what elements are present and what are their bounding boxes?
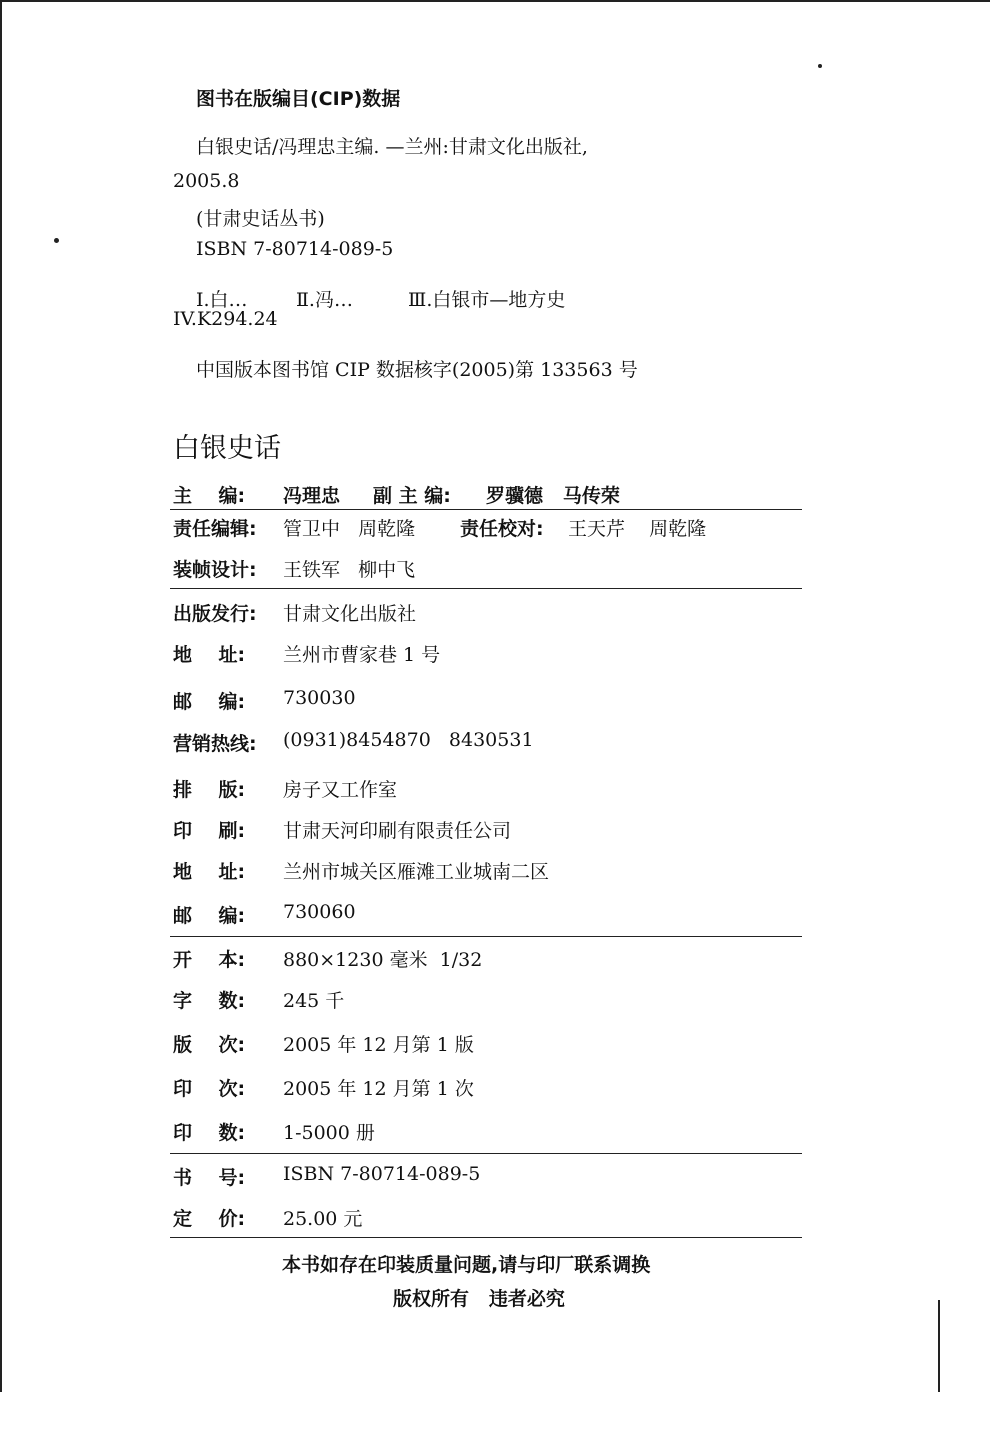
print-run-label: 印 数: (173, 1122, 246, 1144)
printer-address-value: 兰州市城关区雁滩工业城南二区 (283, 861, 550, 883)
publisher-zip-value: 730030 (283, 687, 356, 709)
cip-isbn: ISBN 7-80714-089-5 (196, 238, 394, 260)
scan-right-edge (938, 1300, 940, 1392)
scan-speck (54, 238, 59, 243)
cip-index-3: Ⅲ.白银市—地方史 (408, 289, 566, 311)
price-value: 25.00 元 (283, 1208, 363, 1230)
deputy-editor-label: 副 主 编: (373, 485, 451, 507)
word-count-value: 245 千 (283, 990, 345, 1012)
hotline-value: (0931)8454870 8430531 (283, 729, 534, 751)
cip-index-4: IV.K294.24 (173, 308, 278, 330)
chief-editor-value: 冯理忠 (283, 485, 341, 507)
price-label: 定 价: (173, 1208, 246, 1230)
impression-value: 2005 年 12 月第 1 次 (283, 1078, 474, 1100)
responsible-editor-label: 责任编辑: (173, 518, 257, 540)
cip-heading: 图书在版编目(CIP)数据 (196, 88, 401, 110)
divider (170, 936, 802, 937)
hotline-label: 营销热线: (173, 733, 257, 755)
publisher-value: 甘肃文化出版社 (283, 603, 417, 625)
divider (170, 588, 802, 589)
book-title: 白银史话 (173, 433, 281, 464)
word-count-label: 字 数: (173, 990, 246, 1012)
print-run-value: 1-5000 册 (283, 1122, 375, 1144)
publisher-label: 出版发行: (173, 603, 257, 625)
responsible-editor-value: 管卫中 周乾隆 (283, 518, 416, 540)
deputy-editor-value: 罗骥德 马传荣 (486, 485, 620, 507)
printer-label: 印 刷: (173, 820, 246, 842)
proofreader-label: 责任校对: (460, 518, 544, 540)
cip-index-2: Ⅱ.冯… (296, 289, 353, 311)
chief-editor-label: 主 编: (173, 485, 246, 507)
printer-value: 甘肃天河印刷有限责任公司 (283, 820, 512, 842)
impression-label: 印 次: (173, 1078, 246, 1100)
cip-line1: 白银史话/冯理忠主编. —兰州:甘肃文化出版社, (196, 136, 588, 158)
printer-address-label: 地 址: (173, 861, 246, 883)
printer-zip-value: 730060 (283, 901, 356, 923)
copyright-notice: 版权所有 违者必究 (393, 1288, 565, 1310)
format-label: 开 本: (173, 949, 246, 971)
edition-label: 版 次: (173, 1034, 246, 1056)
design-value: 王铁军 柳中飞 (283, 559, 416, 581)
publisher-address-label: 地 址: (173, 644, 246, 666)
design-label: 装帧设计: (173, 559, 257, 581)
cip-line2: 2005.8 (173, 170, 240, 192)
proofreader-value: 王天芹 周乾隆 (568, 518, 707, 540)
typesetting-label: 排 版: (173, 779, 246, 801)
scan-top-edge (0, 0, 990, 2)
scan-speck (818, 64, 822, 68)
printer-zip-label: 邮 编: (173, 905, 246, 927)
edition-value: 2005 年 12 月第 1 版 (283, 1034, 474, 1056)
cip-series: (甘肃史话丛书) (196, 208, 325, 230)
publisher-zip-label: 邮 编: (173, 691, 246, 713)
cip-index-1: I.白… (196, 289, 248, 311)
divider (170, 1153, 802, 1154)
divider (170, 1237, 802, 1238)
isbn-label: 书 号: (173, 1167, 246, 1189)
quality-notice: 本书如存在印装质量问题,请与印厂联系调换 (282, 1254, 651, 1276)
cip-record: 中国版本图书馆 CIP 数据核字(2005)第 133563 号 (196, 359, 638, 381)
scan-left-edge (0, 0, 2, 1392)
publisher-address-value: 兰州市曹家巷 1 号 (283, 644, 441, 666)
format-value: 880×1230 毫米 1/32 (283, 949, 483, 971)
typesetting-value: 房子又工作室 (283, 779, 398, 801)
divider (170, 509, 802, 510)
isbn-value: ISBN 7-80714-089-5 (283, 1163, 481, 1185)
